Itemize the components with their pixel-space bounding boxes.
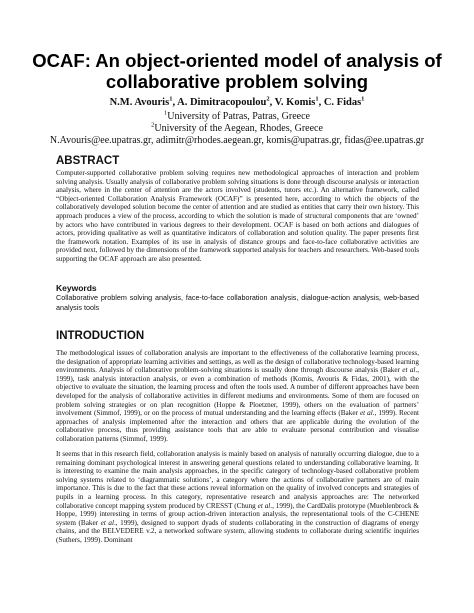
text-run: ., 1999), designed to support dyads of students collaborating in the construction of diagrams of energy chains, and the BELVEDERE v.2, a networked software system, allowing students to collaborate during scientific inquiries (Suthers, 1999). Dominant [56,518,419,544]
text-run: The methodological issues of collaboration analysis are important to the effectiveness of the collaborative learning process, the designation of appropriate learning activities and settings, as well as the design of collaborative technology-based learning environments. Analysis of collaborative problem-solving situations is usually done through discourse analysis (Baker [56,349,419,375]
introduction-paragraph-1 [56,349,419,444]
introduction-heading: INTRODUCTION [56,330,145,342]
author-list: N.M. Avouris$^1$, A. Dimitracopoulou$^2$, V. Komis$^1$, C. Fidas$^1$ [109,95,365,108]
author-emails: N.Avouris@ee.upatras.gr, adimitr@rhodes.aegean.gr, komis@upatras.gr, fidas@ee.upatras.gr [49,135,425,146]
affiliation-mark: 1 [164,109,168,117]
text-run: ., 1999), task analysis interaction analysis, or even a combination of methods (Komis, Avouris & Fidas, 2001), with the objective to evaluate the situation, the learning process and often the tools used. A number of different approaches have been developed for the analysis of collaborative activities in different mediums and environments. Some of them are focused on problem solving strategies or on plan recognition (Hoppe & Ploetzner, 1999), others on the evaluation of partners’ involvement (Simmof, 1999), or on the process of mutual understanding and the learning effects (Baker [56,366,419,418]
paper-title [0,50,474,92]
abstract-text: Computer-supported collaborative problem solving requires new methodological approaches of interaction and problem solving analysis. Usually analysis of collaborative problem solving situations is done through discourse analysis or interaction analysis, where in the center of attention are the actors involved (students, tutors etc.). An alternative framework, called “Object-oriented Collaboration Analysis Framework (OCAF)” is presented here, according to which the objects of the collaboratively developed solution become the center of attention and are studied as entities that carry their own history. This approach produces a view of the process, according to which the solution is made of structural components that are ‘owned’ by actors who have contributed in various degrees to their development. OCAF is based on both actions and dialogues of actors, providing qualitative as well as quantitative indicators of collaboration and solution quality. The paper presents first the framework notation. Examples of its use in analysis of distance groups and face-to-face collaborative activities are provided next, followed by the dimensions of the framework supported analysis for teachers and researchers. Web-based tools supporting the OCAF approach are also presented. [56,169,419,263]
affiliation-mark: 2 [151,121,155,129]
text-run: ., 1999), the CardDalis prototype (Muehlenbrock & Hoppe, 1999) interesting in terms of group action-driven interaction analysis, the representational tools of the C-CHENE system (Baker [56,501,420,527]
title-line-2: collaborative problem solving [105,71,369,92]
citation-etal: et al [100,518,114,527]
abstract-heading: ABSTRACT [56,155,120,167]
author-name: A. Dimitracopoulou [177,97,267,108]
author-name: C. Fidas [323,97,362,108]
affiliation-text: University of the Aegean, Rhodes, Greece [154,123,323,134]
affiliation-mark: 1 [361,95,365,103]
author-name: V. Komis [274,97,316,108]
text-run: ., 1999). Recent approaches of analysis implemented after the interaction and others that are applicable during the evolution of the collaborative process, thus providing assistance tools that are able to evaluate personal contribution and visualise collaboration patterns (Simmof, 1999). [56,409,419,443]
keywords-heading: Keywords [56,283,97,293]
citation-etal: et al [359,409,373,418]
affiliation-text: University of Patras, Patras, Greece [167,111,310,122]
title-line-1: OCAF: An object-oriented model of analysis of [32,50,442,71]
keywords-text: Collaborative problem solving analysis, face-to-face collaboration analysis, dialogue-action analysis, web-based analysis tools [56,293,419,312]
author-name: N.M. Avouris [109,97,170,108]
affiliation-mark: 1 [315,95,319,103]
text-run: It seems that in this research field, collaboration analysis is mainly based on analysis of naturally occurring dialogue, due to a remaining dominant psychological interest in answering general questions related to understanding collaborative learning. It is interesting to examine the main analysis approaches, in the specific category of technology-based collaborative problem solving systems related to ‘diagrammatic solutions’, a category where the actions of collaborative partners are of main importance. This is due to the fact that these actions reveal information on the quality of involved concepts and strategies of pupils in a learning process. In this category, representative research and analysis approaches are: The networked collaborative concept mapping system produced by CRESST (Chung [56,450,419,510]
introduction-paragraph-2 [56,450,419,545]
citation-etal: et al [257,501,271,510]
affiliation-mark: 2 [266,95,270,103]
affiliation-mark: 1 [169,95,173,103]
citation-etal: et al [402,366,416,375]
